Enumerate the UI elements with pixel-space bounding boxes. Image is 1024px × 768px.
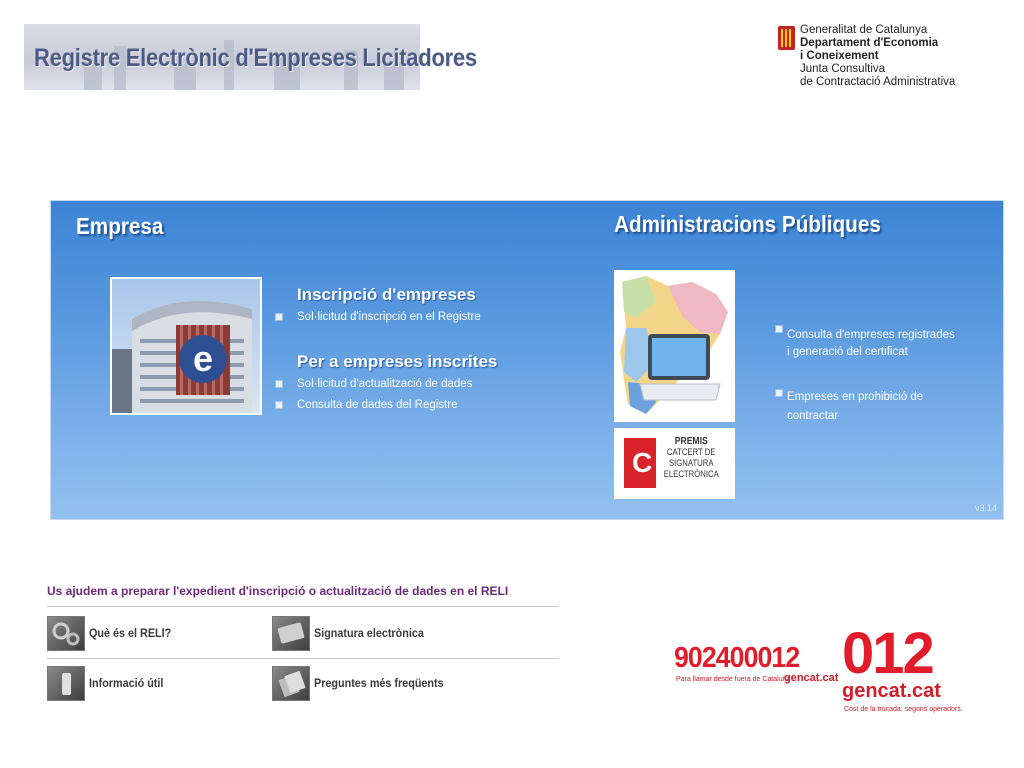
- gencat-small-label: gencat.cat: [784, 672, 839, 684]
- gears-icon: [47, 616, 85, 651]
- inscripcio-title: Inscripció d'empreses: [297, 285, 476, 304]
- catcert-letter: C: [632, 447, 653, 478]
- help-preguntes[interactable]: [272, 666, 472, 700]
- catalonia-map-image: [614, 270, 735, 422]
- bullet-icon: [775, 325, 783, 333]
- link-consulta-dades[interactable]: Consulta de dades del Registre: [297, 399, 458, 411]
- main-panel: [50, 200, 1004, 520]
- big-gencat-label: gencat.cat: [842, 680, 941, 702]
- help-que-es-reli[interactable]: [47, 616, 247, 650]
- empresa-title: Empresa: [76, 213, 164, 239]
- premis-text: [662, 436, 720, 480]
- help-label: Informació útil: [89, 676, 164, 690]
- link-consulta-empreses-2[interactable]: i generació del certificat: [787, 346, 908, 358]
- link-inscripcio[interactable]: Sol·licitud d'inscripció en el Registre: [297, 311, 481, 323]
- premis-line-2: CATCERT DE: [666, 447, 716, 457]
- gov-line-2: Departament d'Economia: [800, 37, 939, 49]
- premis-catcert-image[interactable]: [614, 428, 735, 499]
- help-heading[interactable]: Us ajudem a preparar l'expedient d'inscripció o actualització de dades en el RELI: [47, 584, 509, 598]
- bullet-icon: [275, 401, 283, 409]
- banner-title: Registre Electrònic d'Empreses Licitadores: [34, 44, 477, 72]
- building-letter: e: [192, 338, 214, 379]
- documents-icon: [272, 666, 310, 701]
- version-label: v3.14: [974, 503, 997, 513]
- bullet-icon: [275, 380, 283, 388]
- senyera-icon: [778, 26, 795, 50]
- phone-number: 902400012: [674, 642, 800, 674]
- big-012: 012: [842, 621, 933, 686]
- generalitat-logo: [778, 24, 978, 94]
- catcert-logo: [624, 438, 656, 488]
- premis-line-4: ELECTRÒNICA: [663, 469, 719, 479]
- call-cost-note: Cost de la trucada: segons operadors.: [844, 706, 963, 713]
- inscrites-title: Per a empreses inscrites: [297, 352, 498, 371]
- divider: [47, 658, 559, 659]
- gov-line-1: Generalitat de Catalunya: [800, 24, 928, 36]
- help-label: Què és el RELI?: [89, 626, 172, 640]
- gov-line-4: Junta Consultiva: [800, 63, 886, 75]
- building-image: [110, 277, 262, 415]
- gov-line-5: de Contractació Administrativa: [800, 76, 956, 88]
- link-prohibicio-2[interactable]: contractar: [787, 410, 839, 422]
- link-prohibicio[interactable]: Empreses en prohibició de: [787, 391, 924, 403]
- link-actualitzacio[interactable]: Sol·licitud d'actualització de dades: [297, 378, 473, 390]
- help-informacio[interactable]: [47, 666, 247, 700]
- bullet-icon: [275, 313, 283, 321]
- premis-line-1: PREMIS: [674, 436, 708, 447]
- admin-title: Administracions Públiques: [614, 211, 881, 237]
- gov-line-3: i Coneixement: [800, 50, 879, 62]
- signature-card-icon: [272, 616, 310, 651]
- telefon-012-logo[interactable]: [674, 621, 963, 720]
- divider: [47, 606, 559, 607]
- info-icon: [47, 666, 85, 701]
- phone-note: Para llamar desde fuera de Cataluña: [676, 676, 791, 683]
- help-signatura[interactable]: [272, 616, 472, 650]
- link-consulta-empreses[interactable]: Consulta d'empreses registrades: [787, 329, 955, 341]
- help-label: Signatura electrònica: [314, 626, 424, 640]
- bullet-icon: [775, 389, 783, 397]
- header-banner: [24, 24, 477, 90]
- help-label: Preguntes més freqüents: [314, 676, 444, 690]
- premis-line-3: SIGNATURA: [668, 458, 714, 468]
- generalitat-text: [800, 24, 955, 89]
